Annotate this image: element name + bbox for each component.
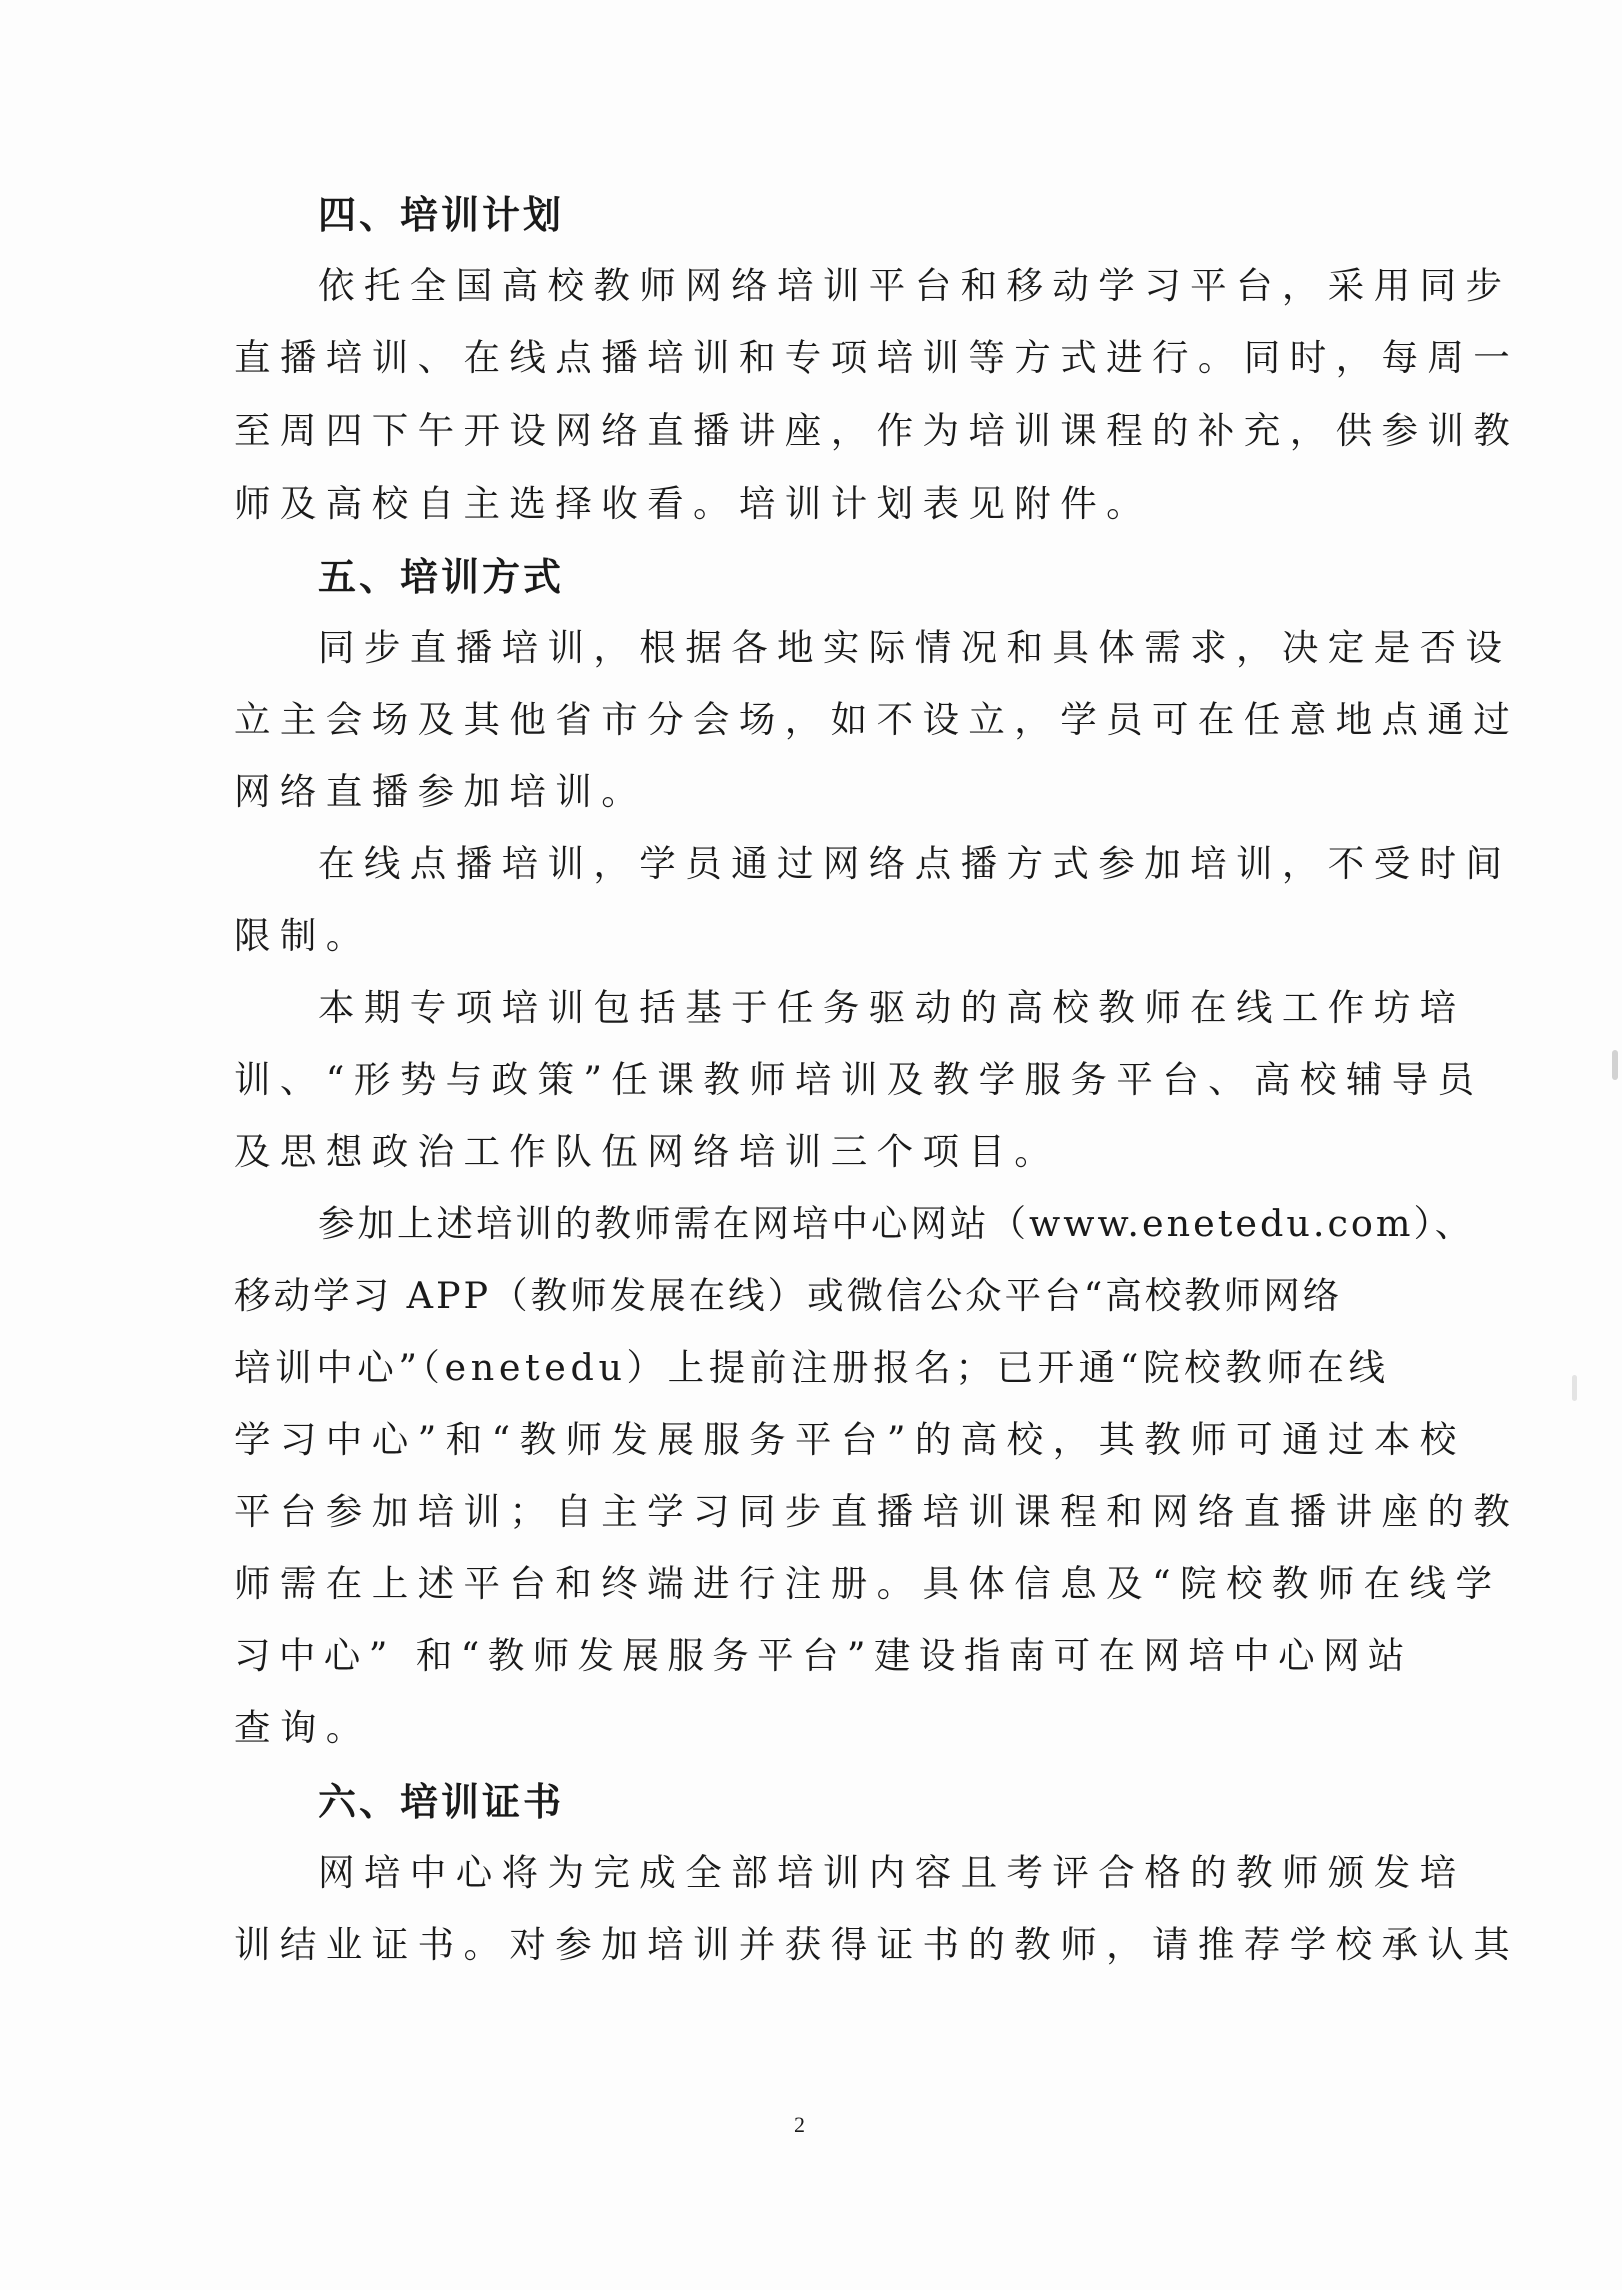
page-number: 2 — [794, 2112, 805, 2137]
text-line: 至周四下午开设网络直播讲座，作为培训课程的补充，供参训教 — [234, 409, 1520, 452]
text-line: 平台参加培训；自主学习同步直播培训课程和网络直播讲座的教 — [234, 1490, 1520, 1533]
text-line: 立主会场及其他省市分会场，如不设立，学员可在任意地点通过 — [234, 698, 1520, 741]
text-line: 依托全国高校教师网络培训平台和移动学习平台，采用同步 — [318, 264, 1512, 307]
text-line: 直播培训、在线点播培训和专项培训等方式进行。同时，每周一 — [234, 336, 1520, 379]
text-line: 在线点播培训，学员通过网络点播方式参加培训，不受时间 — [318, 842, 1512, 885]
text-line: 师需在上述平台和终端进行注册。具体信息及“院校教师在线学 — [234, 1562, 1502, 1605]
text-line: 同步直播培训，根据各地实际情况和具体需求，决定是否设 — [318, 626, 1512, 669]
text-line: 及思想政治工作队伍网络培训三个项目。 — [234, 1130, 1061, 1173]
text-line: 参加上述培训的教师需在网培中心网站（www.enetedu.com）、 — [318, 1202, 1475, 1245]
text-line: 查询。 — [234, 1706, 372, 1749]
text-line: 网络直播参加培训。 — [234, 770, 648, 813]
text-line: 限制。 — [234, 914, 372, 957]
scan-artifact — [1572, 1375, 1577, 1401]
scan-artifact — [1612, 1050, 1618, 1080]
text-line: 移动学习 APP（教师发展在线）或微信公众平台“高校教师网络 — [234, 1274, 1343, 1317]
section-heading: 四、培训计划 — [318, 193, 565, 237]
text-line: 习中心” 和“教师发展服务平台”建设指南可在网培中心网站 — [234, 1634, 1413, 1677]
text-line: 网培中心将为完成全部培训内容且考评合格的教师颁发培 — [318, 1851, 1466, 1894]
text-line: 本期专项培训包括基于任务驱动的高校教师在线工作坊培 — [318, 986, 1466, 1029]
section-heading: 六、培训证书 — [318, 1780, 565, 1824]
text-line: 培训中心”（enetedu）上提前注册报名；已开通“院校教师在线 — [234, 1346, 1390, 1389]
text-line: 师及高校自主选择收看。培训计划表见附件。 — [234, 482, 1152, 525]
text-line: 训、“形势与政策”任课教师培训及教学服务平台、高校辅导员 — [234, 1058, 1484, 1101]
section-heading: 五、培训方式 — [318, 555, 565, 599]
text-line: 学习中心”和“教师发展服务平台”的高校，其教师可通过本校 — [234, 1418, 1466, 1461]
text-line: 训结业证书。对参加培训并获得证书的教师，请推荐学校承认其 — [234, 1923, 1520, 1966]
